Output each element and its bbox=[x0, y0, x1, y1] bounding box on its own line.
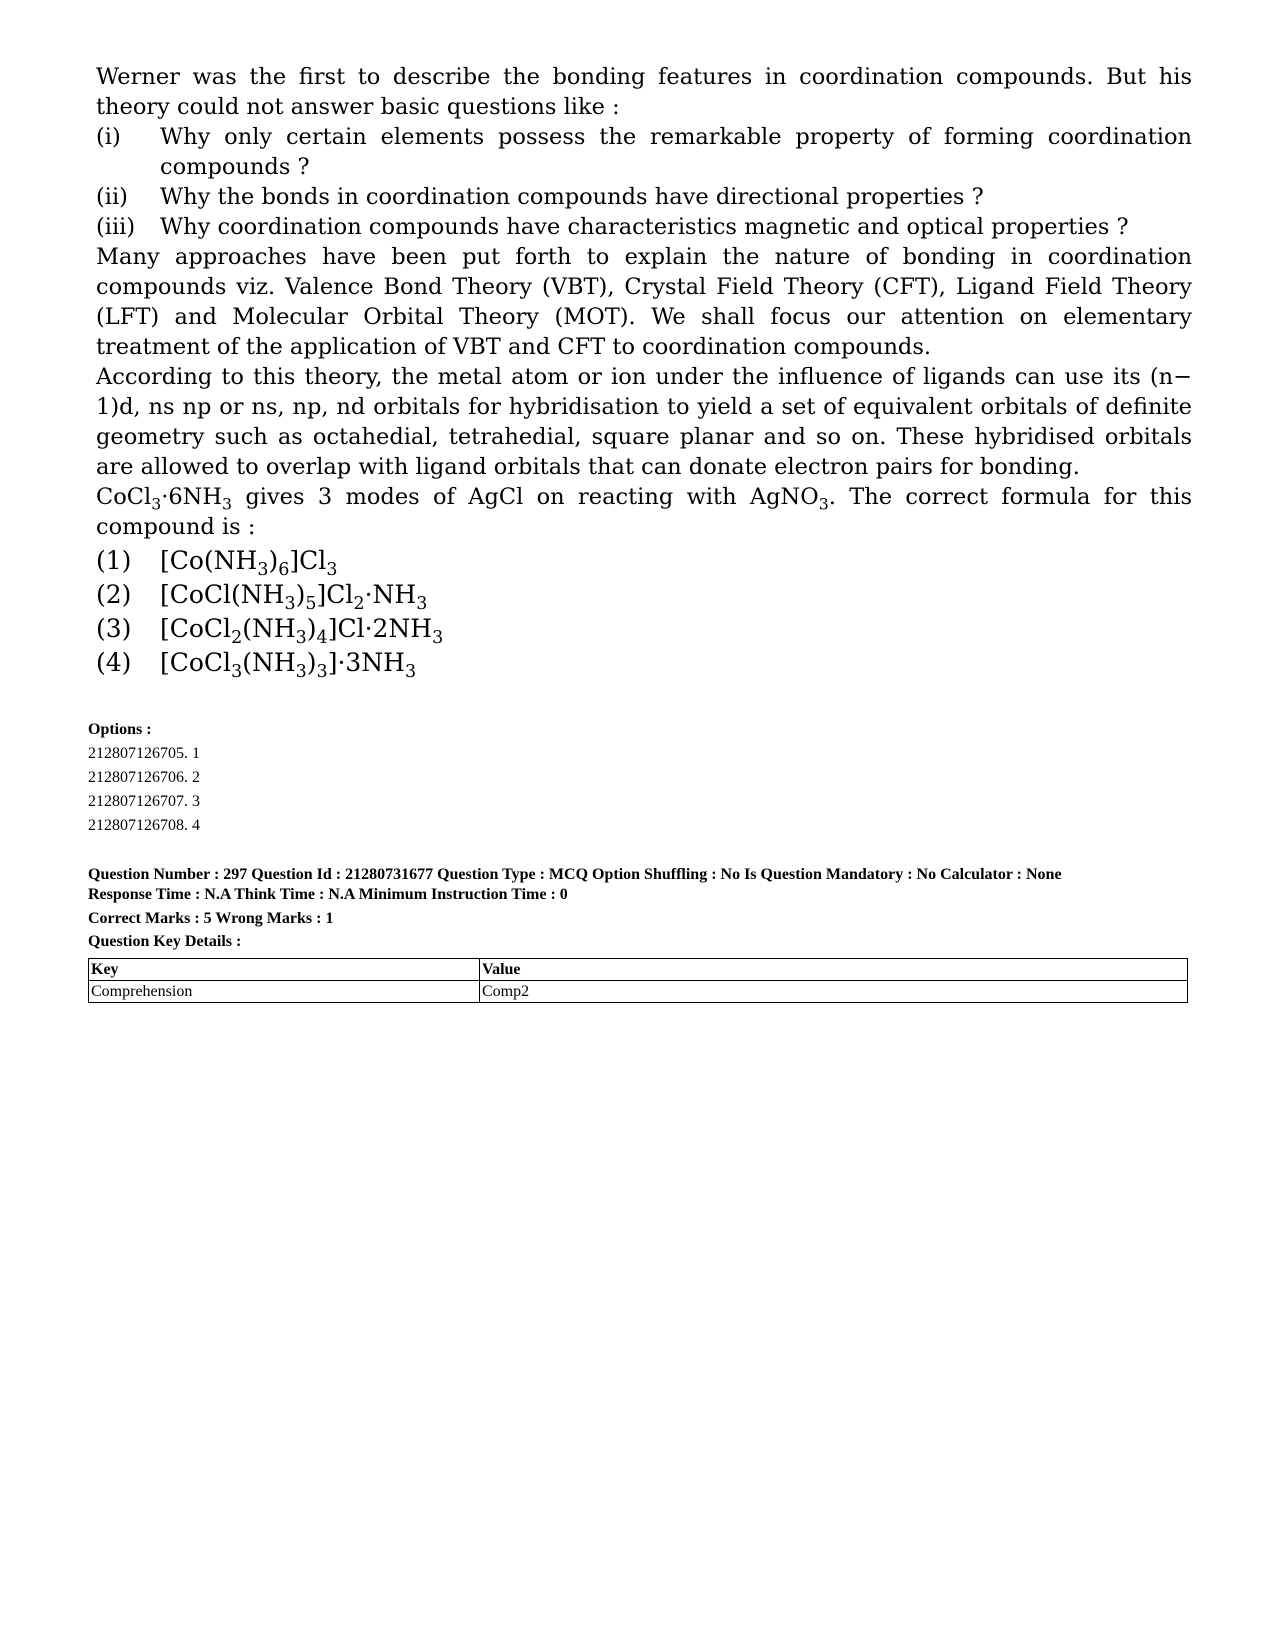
passage-question-item bbox=[96, 212, 1192, 242]
question-info-line: Question Number : 297 Question Id : 21280731677 Question Type : MCQ Option Shuffling : No Is Question Mandatory : No Calculator : None bbox=[88, 866, 1062, 883]
choice-formula: $[CoCl(NH_3)_5]Cl_2\cdot NH_3$ bbox=[160, 580, 428, 615]
answer-choice-3: (3) $[CoCl_2(NH_3)_4]Cl\cdot 2NH_3$ bbox=[96, 614, 444, 649]
passage-question-number: (i) bbox=[96, 124, 121, 150]
question-stem: $CoCl_3\cdot 6NH_3$ gives 3 modes of AgCl on reacting with AgNO$_3$. The correct formula for this compound is : bbox=[96, 484, 1192, 540]
table-header-cell: Key bbox=[89, 959, 480, 981]
comprehension-passage bbox=[96, 62, 1192, 683]
passage-paragraph-approaches: Many approaches have been put forth to explain the nature of bonding in coordination compounds viz. Valence Bond Theory (VBT), Crystal Field Theory (CFT), Ligand Field Theory (LFT) and Molecular Orbital Theory (MOT). We shall focus our attention on elementary treatment of the application of VBT and CFT to coordination compounds. bbox=[96, 244, 1192, 360]
table-header-cell: Value bbox=[480, 959, 1188, 981]
answer-choice-1: (1) $[Co(NH_3)_6]Cl_3$ bbox=[96, 546, 338, 581]
key-details-label: Question Key Details : bbox=[88, 933, 242, 950]
choice-formula: $[Co(NH_3)_6]Cl_3$ bbox=[160, 546, 338, 581]
option-item: 212807126708. 4 bbox=[88, 817, 200, 834]
options-list bbox=[88, 718, 200, 838]
passage-paragraph-vbt: According to this theory, the metal atom or ion under the influence of ligands can use its (n− 1)d, ns np or ns, np, nd orbitals for hybridisation to yield a set of equivalent orbitals of definite geometry such as octahedial, tetrahedial, square planar and so on. These hybridised orbitals are allowed to overlap with ligand orbitals that can donate electron pairs for bonding. bbox=[96, 364, 1192, 480]
table-cell: Comprehension bbox=[89, 981, 480, 1003]
passage-question-text: Why only certain elements possess the remarkable property of forming coordination compounds ? bbox=[160, 124, 1192, 180]
question-info-line: Response Time : N.A Think Time : N.A Minimum Instruction Time : 0 bbox=[88, 886, 568, 903]
passage-question-text: Why coordination compounds have characteristics magnetic and optical properties ? bbox=[160, 214, 1129, 240]
table-header-row bbox=[89, 959, 1188, 981]
question-info bbox=[88, 865, 1062, 952]
passage-question-item bbox=[96, 182, 1192, 212]
passage-question-item bbox=[96, 122, 1192, 182]
table-row bbox=[89, 981, 1188, 1003]
passage-question-number: (ii) bbox=[96, 184, 128, 210]
option-item: 212807126706. 2 bbox=[88, 769, 200, 786]
answer-choices bbox=[96, 544, 1192, 683]
answer-choice-4: (4) $[CoCl_3(NH_3)_3]\cdot 3NH_3$ bbox=[96, 648, 417, 683]
passage-question-text: Why the bonds in coordination compounds have directional properties ? bbox=[160, 184, 984, 210]
choice-formula: $[CoCl_3(NH_3)_3]\cdot 3NH_3$ bbox=[160, 648, 417, 683]
options-label: Options : bbox=[88, 721, 152, 738]
answer-choice-2: (2) $[CoCl(NH_3)_5]Cl_2\cdot NH_3$ bbox=[96, 580, 428, 615]
passage-intro: Werner was the first to describe the bonding features in coordination compounds. But his theory could not answer basic questions like : bbox=[96, 64, 1192, 120]
option-item: 212807126705. 1 bbox=[88, 745, 200, 762]
choice-formula: $[CoCl_2(NH_3)_4]Cl\cdot 2NH_3$ bbox=[160, 614, 444, 649]
table-cell: Comp2 bbox=[480, 981, 1188, 1003]
passage-question-number: (iii) bbox=[96, 214, 136, 240]
marks-line: Correct Marks : 5 Wrong Marks : 1 bbox=[88, 910, 334, 927]
option-item: 212807126707. 3 bbox=[88, 793, 200, 810]
question-key-table bbox=[88, 958, 1188, 1003]
